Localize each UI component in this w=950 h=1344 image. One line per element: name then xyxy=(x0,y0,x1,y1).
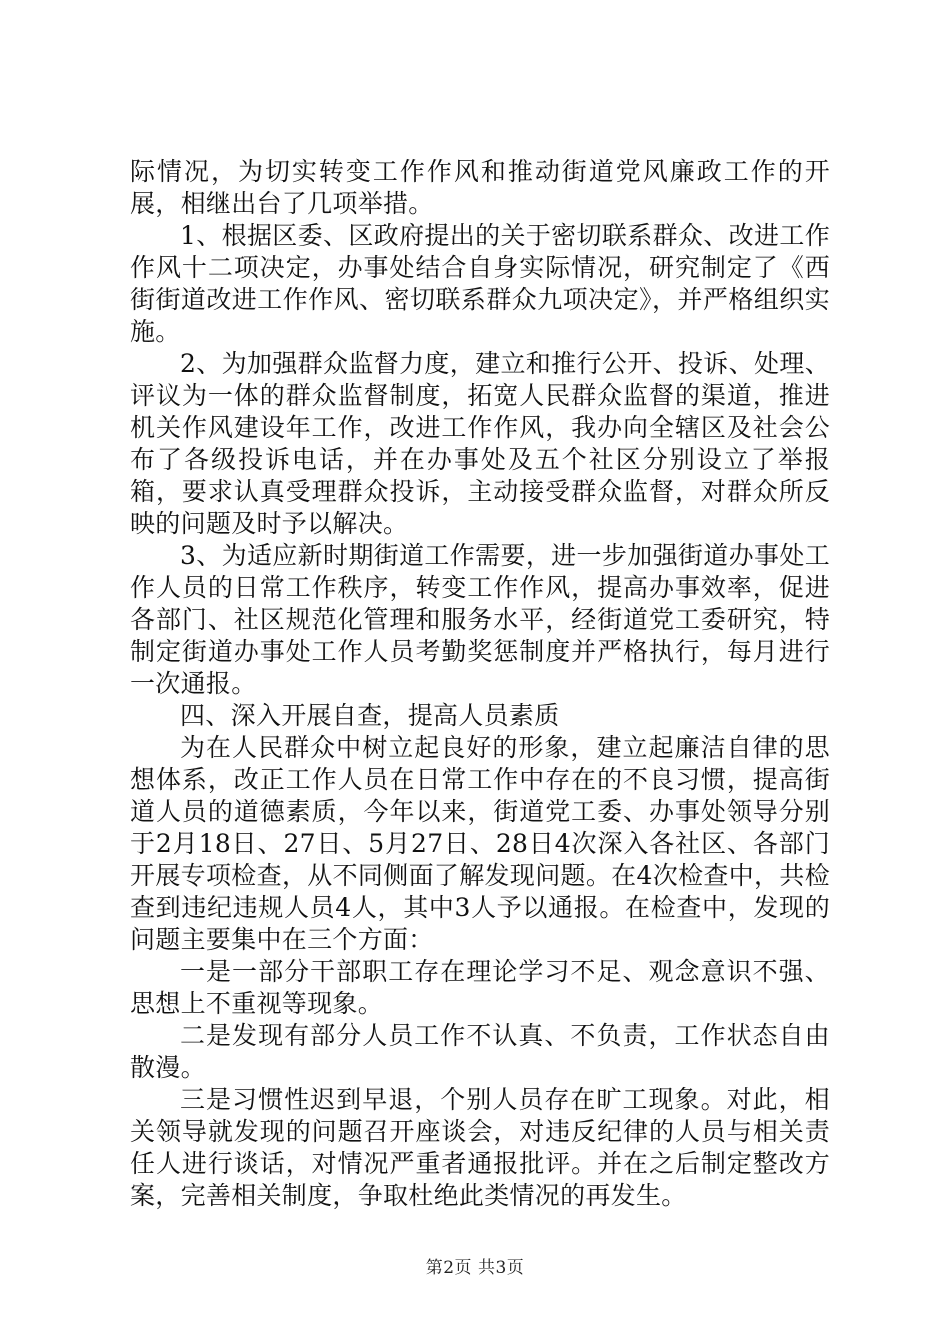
paragraph-measure-3: 3、为适应新时期街道工作需要，进一步加强街道办事处工作人员的日常工作秩序，转变工作作风，提高办事效率，促进各部门、社区规范化管理和服务水平，经街道党工委研究，特制定街道办事处工作人员考勤奖惩制度并严格执行，每月进行一次通报。 xyxy=(130,541,830,698)
document-body xyxy=(130,156,830,1212)
paragraph-issue-1: 一是一部分干部职工存在理论学习不足、观念意识不强、思想上不重视等现象。 xyxy=(130,957,830,1018)
paragraph-self-inspection: 为在人民群众中树立起良好的形象，建立起廉洁自律的思想体系，改正工作人员在日常工作中存在的不良习惯，提高街道人员的道德素质，今年以来，街道党工委、办事处领导分别于2月18日、27日、5月27日、28日4次深入各社区、各部门开展专项检查，从不同侧面了解发现问题。在4次检查中，共检查到违纪违规人员4人，其中3人予以通报。在检查中，发现的问题主要集中在三个方面： xyxy=(130,733,830,954)
section-heading: 四、深入开展自查，提高人员素质 xyxy=(180,701,560,730)
paragraph-measure-1: 1、根据区委、区政府提出的关于密切联系群众、改进工作作风十二项决定，办事处结合自身实际情况，研究制定了《西街街道改进工作作风、密切联系群众九项决定》，并严格组织实施。 xyxy=(130,221,830,346)
paragraph-measure-2: 2、为加强群众监督力度，建立和推行公开、投诉、处理、评议为一体的群众监督制度，拓宽人民群众监督的渠道，推进机关作风建设年工作，改进工作作风，我办向全辖区及社会公布了各级投诉电话，并在办事处及五个社区分别设立了举报箱，要求认真受理群众投诉，主动接受群众监督，对群众所反映的问题及时予以解决。 xyxy=(130,349,830,538)
paragraph-issue-3: 三是习惯性迟到早退，个别人员存在旷工现象。对此，相关领导就发现的问题召开座谈会，对违反纪律的人员与相关责任人进行谈话，对情况严重者通报批评。并在之后制定整改方案，完善相关制度，争取杜绝此类情况的再发生。 xyxy=(130,1085,830,1210)
page-number: 第2页 共3页 xyxy=(425,1258,525,1278)
paragraph-continuation: 际情况，为切实转变工作作风和推动街道党风廉政工作的开展，相继出台了几项举措。 xyxy=(130,157,830,218)
paragraph-issue-2: 二是发现有部分人员工作不认真、不负责，工作状态自由散漫。 xyxy=(130,1021,830,1082)
